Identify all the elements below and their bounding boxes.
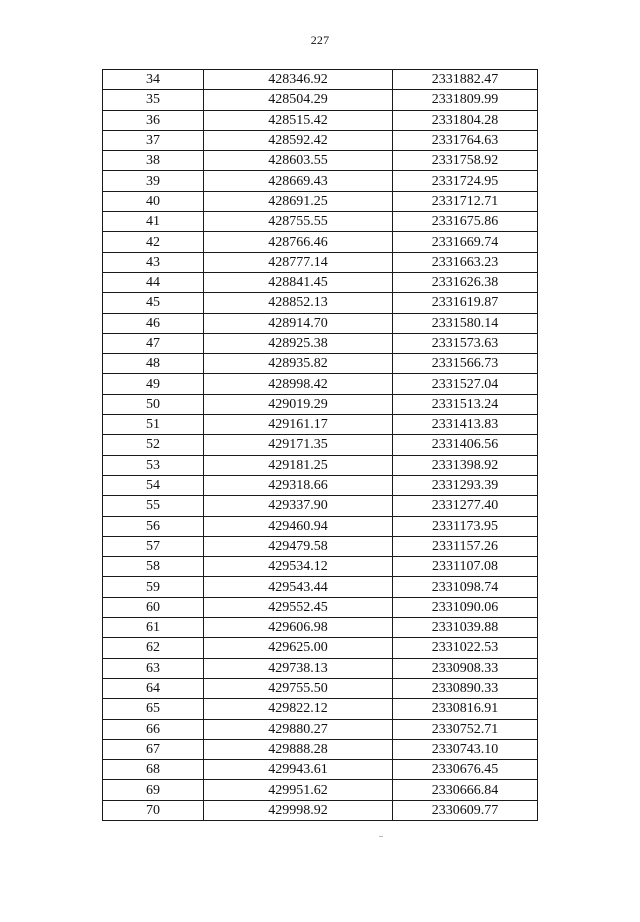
table-row — [103, 151, 538, 171]
x-coordinate-cell: 428914.70 — [204, 313, 393, 333]
point-number-cell: 35 — [103, 90, 204, 110]
y-coordinate-cell: 2331669.74 — [393, 232, 538, 252]
table-row — [103, 739, 538, 759]
table-row — [103, 354, 538, 374]
point-number-cell: 34 — [103, 70, 204, 90]
table-row — [103, 232, 538, 252]
table-row — [103, 475, 538, 495]
table-row — [103, 110, 538, 130]
y-coordinate-cell: 2330609.77 — [393, 800, 538, 820]
y-coordinate-cell: 2331107.08 — [393, 557, 538, 577]
table-row — [103, 678, 538, 698]
x-coordinate-cell: 429181.25 — [204, 455, 393, 475]
table-row — [103, 293, 538, 313]
x-coordinate-cell: 428755.55 — [204, 212, 393, 232]
table-row — [103, 800, 538, 820]
table-row — [103, 638, 538, 658]
table-row — [103, 130, 538, 150]
x-coordinate-cell: 428592.42 — [204, 130, 393, 150]
point-number-cell: 66 — [103, 719, 204, 739]
y-coordinate-cell: 2330743.10 — [393, 739, 538, 759]
table-body — [103, 70, 538, 821]
table-row — [103, 597, 538, 617]
point-number-cell: 70 — [103, 800, 204, 820]
y-coordinate-cell: 2331090.06 — [393, 597, 538, 617]
table-row — [103, 394, 538, 414]
y-coordinate-cell: 2331804.28 — [393, 110, 538, 130]
x-coordinate-cell: 428777.14 — [204, 252, 393, 272]
x-coordinate-cell: 428515.42 — [204, 110, 393, 130]
y-coordinate-cell: 2330752.71 — [393, 719, 538, 739]
y-coordinate-cell: 2331566.73 — [393, 354, 538, 374]
y-coordinate-cell: 2331039.88 — [393, 618, 538, 638]
y-coordinate-cell: 2331626.38 — [393, 272, 538, 292]
table-row — [103, 435, 538, 455]
point-number-cell: 51 — [103, 415, 204, 435]
y-coordinate-cell: 2330676.45 — [393, 760, 538, 780]
point-number-cell: 49 — [103, 374, 204, 394]
table-row — [103, 516, 538, 536]
table-row — [103, 760, 538, 780]
x-coordinate-cell: 428669.43 — [204, 171, 393, 191]
point-number-cell: 55 — [103, 496, 204, 516]
table-row — [103, 455, 538, 475]
x-coordinate-cell: 428841.45 — [204, 272, 393, 292]
y-coordinate-cell: 2330666.84 — [393, 780, 538, 800]
x-coordinate-cell: 429625.00 — [204, 638, 393, 658]
y-coordinate-cell: 2331173.95 — [393, 516, 538, 536]
y-coordinate-cell: 2331022.53 — [393, 638, 538, 658]
x-coordinate-cell: 428504.29 — [204, 90, 393, 110]
point-number-cell: 48 — [103, 354, 204, 374]
table-row — [103, 171, 538, 191]
point-number-cell: 53 — [103, 455, 204, 475]
x-coordinate-cell: 429951.62 — [204, 780, 393, 800]
y-coordinate-cell: 2331758.92 — [393, 151, 538, 171]
table-row — [103, 212, 538, 232]
x-coordinate-cell: 429337.90 — [204, 496, 393, 516]
x-coordinate-cell: 428346.92 — [204, 70, 393, 90]
point-number-cell: 52 — [103, 435, 204, 455]
point-number-cell: 60 — [103, 597, 204, 617]
y-coordinate-cell: 2331413.83 — [393, 415, 538, 435]
x-coordinate-cell: 428852.13 — [204, 293, 393, 313]
x-coordinate-cell: 429019.29 — [204, 394, 393, 414]
table-row — [103, 70, 538, 90]
point-number-cell: 44 — [103, 272, 204, 292]
x-coordinate-cell: 429998.92 — [204, 800, 393, 820]
y-coordinate-cell: 2330890.33 — [393, 678, 538, 698]
point-number-cell: 39 — [103, 171, 204, 191]
x-coordinate-cell: 428691.25 — [204, 191, 393, 211]
x-coordinate-cell: 429318.66 — [204, 475, 393, 495]
y-coordinate-cell: 2331675.86 — [393, 212, 538, 232]
table-row — [103, 374, 538, 394]
x-coordinate-cell: 428603.55 — [204, 151, 393, 171]
point-number-cell: 58 — [103, 557, 204, 577]
point-number-cell: 61 — [103, 618, 204, 638]
point-number-cell: 45 — [103, 293, 204, 313]
table-row — [103, 333, 538, 353]
x-coordinate-cell: 428766.46 — [204, 232, 393, 252]
table-row — [103, 577, 538, 597]
y-coordinate-cell: 2331098.74 — [393, 577, 538, 597]
y-coordinate-cell: 2331882.47 — [393, 70, 538, 90]
point-number-cell: 50 — [103, 394, 204, 414]
x-coordinate-cell: 429552.45 — [204, 597, 393, 617]
point-number-cell: 69 — [103, 780, 204, 800]
x-coordinate-cell: 429888.28 — [204, 739, 393, 759]
point-number-cell: 67 — [103, 739, 204, 759]
y-coordinate-cell: 2331663.23 — [393, 252, 538, 272]
table-row — [103, 313, 538, 333]
y-coordinate-cell: 2331764.63 — [393, 130, 538, 150]
x-coordinate-cell: 429606.98 — [204, 618, 393, 638]
y-coordinate-cell: 2331398.92 — [393, 455, 538, 475]
point-number-cell: 47 — [103, 333, 204, 353]
y-coordinate-cell: 2331712.71 — [393, 191, 538, 211]
point-number-cell: 56 — [103, 516, 204, 536]
y-coordinate-cell: 2331406.56 — [393, 435, 538, 455]
point-number-cell: 59 — [103, 577, 204, 597]
table-row — [103, 557, 538, 577]
x-coordinate-cell: 429755.50 — [204, 678, 393, 698]
y-coordinate-cell: 2331277.40 — [393, 496, 538, 516]
y-coordinate-cell: 2331293.39 — [393, 475, 538, 495]
x-coordinate-cell: 428935.82 — [204, 354, 393, 374]
point-number-cell: 57 — [103, 536, 204, 556]
point-number-cell: 62 — [103, 638, 204, 658]
table-row — [103, 658, 538, 678]
point-number-cell: 54 — [103, 475, 204, 495]
x-coordinate-cell: 428925.38 — [204, 333, 393, 353]
table-row — [103, 536, 538, 556]
x-coordinate-cell: 429543.44 — [204, 577, 393, 597]
y-coordinate-cell: 2331619.87 — [393, 293, 538, 313]
table-row — [103, 415, 538, 435]
point-number-cell: 42 — [103, 232, 204, 252]
x-coordinate-cell: 429161.17 — [204, 415, 393, 435]
table-row — [103, 272, 538, 292]
x-coordinate-cell: 429738.13 — [204, 658, 393, 678]
table-row — [103, 618, 538, 638]
point-number-cell: 64 — [103, 678, 204, 698]
scan-speck — [379, 836, 383, 837]
x-coordinate-cell: 429822.12 — [204, 699, 393, 719]
table-row — [103, 496, 538, 516]
y-coordinate-cell: 2331157.26 — [393, 536, 538, 556]
point-number-cell: 65 — [103, 699, 204, 719]
y-coordinate-cell: 2331513.24 — [393, 394, 538, 414]
point-number-cell: 37 — [103, 130, 204, 150]
y-coordinate-cell: 2331809.99 — [393, 90, 538, 110]
x-coordinate-cell: 429534.12 — [204, 557, 393, 577]
y-coordinate-cell: 2331724.95 — [393, 171, 538, 191]
x-coordinate-cell: 429460.94 — [204, 516, 393, 536]
table-row — [103, 191, 538, 211]
y-coordinate-cell: 2330816.91 — [393, 699, 538, 719]
table-row — [103, 90, 538, 110]
coordinates-table — [102, 69, 538, 821]
x-coordinate-cell: 429880.27 — [204, 719, 393, 739]
y-coordinate-cell: 2331580.14 — [393, 313, 538, 333]
x-coordinate-cell: 429943.61 — [204, 760, 393, 780]
x-coordinate-cell: 429171.35 — [204, 435, 393, 455]
point-number-cell: 63 — [103, 658, 204, 678]
y-coordinate-cell: 2331573.63 — [393, 333, 538, 353]
y-coordinate-cell: 2331527.04 — [393, 374, 538, 394]
point-number-cell: 68 — [103, 760, 204, 780]
point-number-cell: 41 — [103, 212, 204, 232]
table-row — [103, 699, 538, 719]
point-number-cell: 36 — [103, 110, 204, 130]
page-number: 227 — [310, 33, 330, 47]
y-coordinate-cell: 2330908.33 — [393, 658, 538, 678]
x-coordinate-cell: 428998.42 — [204, 374, 393, 394]
point-number-cell: 43 — [103, 252, 204, 272]
point-number-cell: 46 — [103, 313, 204, 333]
table-row — [103, 252, 538, 272]
point-number-cell: 40 — [103, 191, 204, 211]
table-row — [103, 719, 538, 739]
table-row — [103, 780, 538, 800]
x-coordinate-cell: 429479.58 — [204, 536, 393, 556]
point-number-cell: 38 — [103, 151, 204, 171]
